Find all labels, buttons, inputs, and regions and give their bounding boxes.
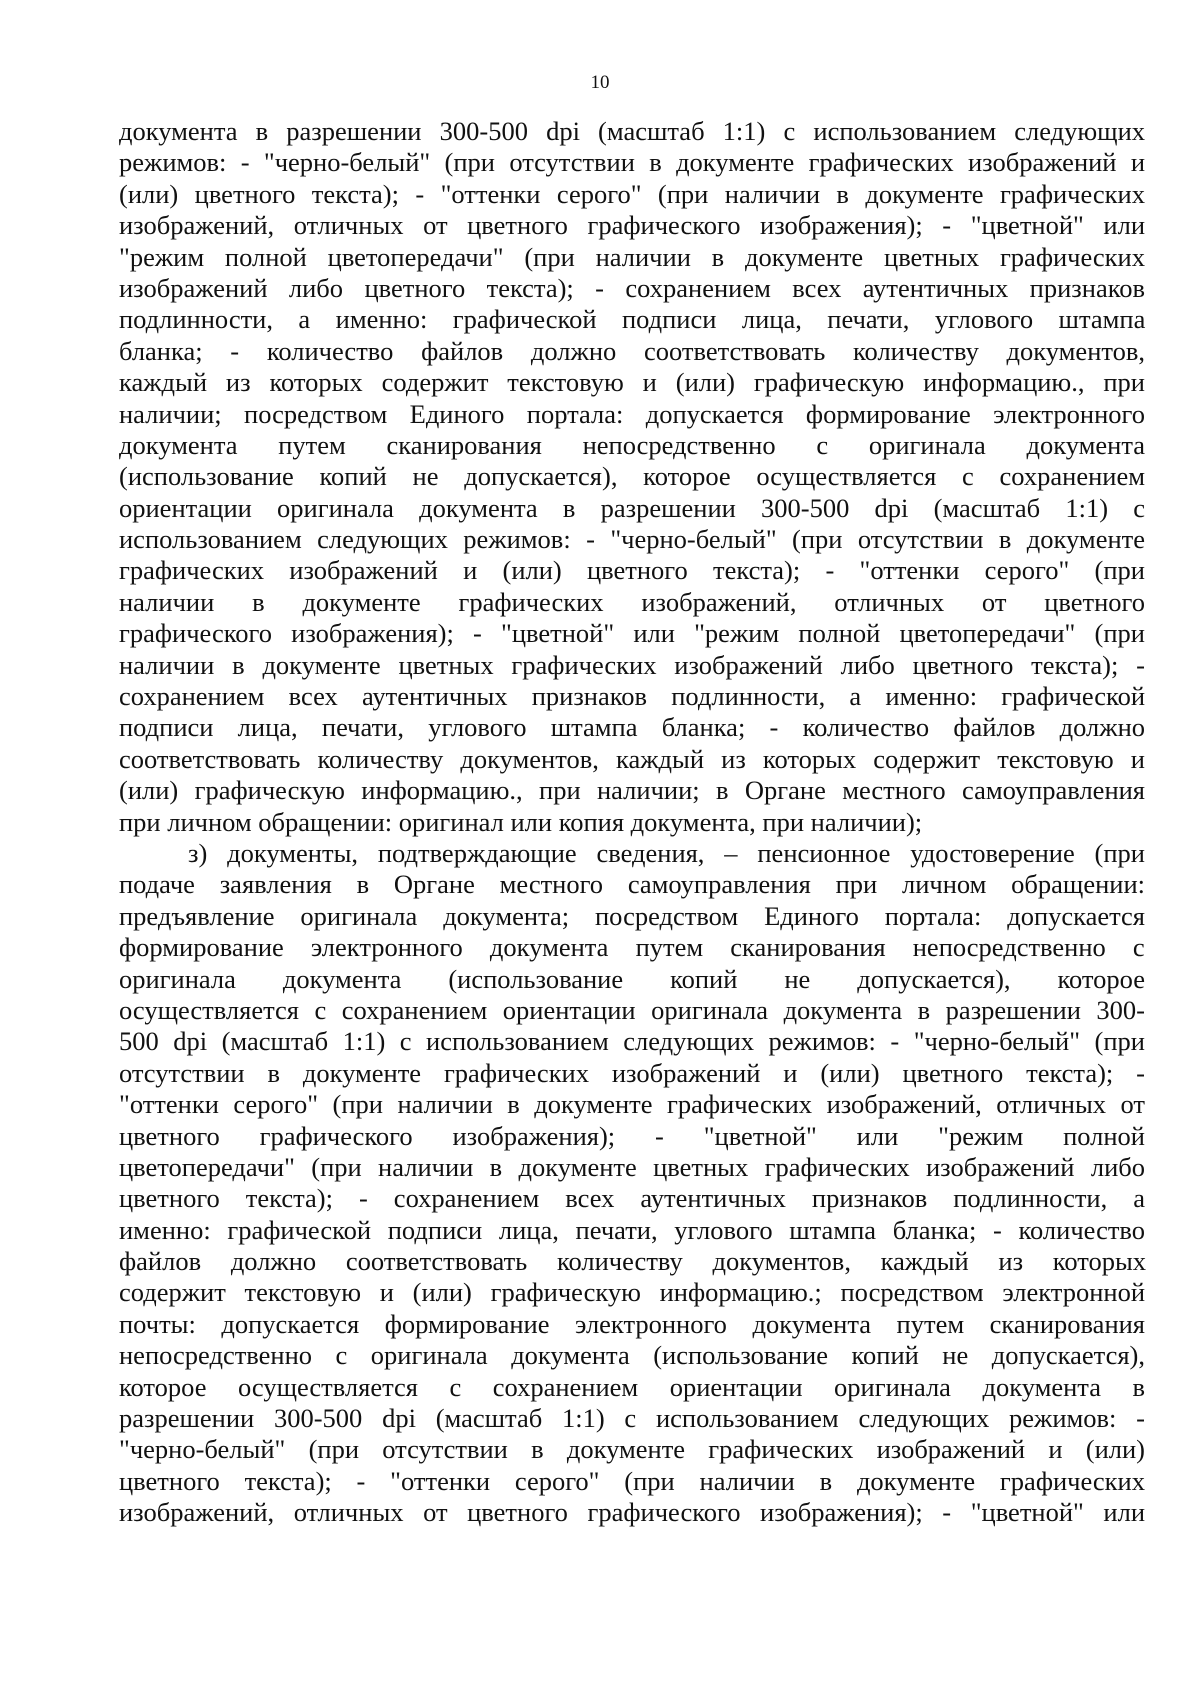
text-line: бланка; - количество файлов должно соответствовать количеству документов, [119,335,1145,366]
text-line: почты: допускается формирование электронного документа путем сканирования [119,1308,1145,1339]
text-line: именно: графической подписи лица, печати, углового штампа бланка; - количество [119,1214,1145,1245]
text-line: изображений, отличных от цветного графического изображения); - "цветной" или [119,210,1145,241]
text-line: цветопередачи" (при наличии в документе цветных графических изображений либо [119,1151,1145,1182]
text-line: предъявление оригинала документа; посредством Единого портала: допускается [119,900,1145,931]
text-line: подписи лица, печати, углового штампа бланка; - количество файлов должно [119,712,1145,743]
text-line: разрешении 300-500 dpi (масштаб 1:1) с использованием следующих режимов: - [119,1403,1145,1434]
text-line: наличии в документе графических изображений, отличных от цветного [119,586,1145,617]
document-body-text [119,116,1145,1529]
text-line: "черно-белый" (при отсутствии в документе графических изображений и (или) [119,1434,1145,1465]
text-line: цветного текста); - сохранением всех аутентичных признаков подлинности, а [119,1183,1145,1214]
text-line: осуществляется с сохранением ориентации оригинала документа в разрешении 300- [119,994,1145,1025]
text-line: (или) цветного текста); - "оттенки серого" (при наличии в документе графических [119,178,1145,209]
text-line: графического изображения); - "цветной" или "режим полной цветопередачи" (при [119,618,1145,649]
text-line: отсутствии в документе графических изображений и (или) цветного текста); - [119,1057,1145,1088]
text-line: соответствовать количеству документов, каждый из которых содержит текстовую и [119,743,1145,774]
text-line: (использование копий не допускается), которое осуществляется с сохранением [119,461,1145,492]
text-line: графических изображений и (или) цветного текста); - "оттенки серого" (при [119,555,1145,586]
text-line: сохранением всех аутентичных признаков подлинности, а именно: графической [119,681,1145,712]
page-number: 10 [590,72,610,93]
text-line: которое осуществляется с сохранением ориентации оригинала документа в [119,1371,1145,1402]
text-line: формирование электронного документа путем сканирования непосредственно с [119,932,1145,963]
text-line: наличии; посредством Единого портала: допускается формирование электронного [119,398,1145,429]
text-line: з) документы, подтверждающие сведения, – пенсионное удостоверение (при [188,837,1145,868]
text-line: файлов должно соответствовать количеству документов, каждый из которых [119,1246,1145,1277]
text-line: использованием следующих режимов: - "черно-белый" (при отсутствии в документе [119,524,1145,555]
text-line: наличии в документе цветных графических изображений либо цветного текста); - [119,649,1145,680]
text-line: при личном обращении: оригинал или копия документа, при наличии); [119,806,923,837]
text-line: цветного графического изображения); - "цветной" или "режим полной [119,1120,1145,1151]
text-line: подлинности, а именно: графической подписи лица, печати, углового штампа [119,304,1145,335]
text-line: режимов: - "черно-белый" (при отсутствии в документе графических изображений и [119,147,1145,178]
text-line: изображений либо цветного текста); - сохранением всех аутентичных признаков [119,272,1145,303]
text-line: каждый из которых содержит текстовую и (или) графическую информацию., при [119,367,1145,398]
text-line: цветного текста); - "оттенки серого" (при наличии в документе графических [119,1465,1145,1496]
text-line: 500 dpi (масштаб 1:1) с использованием следующих режимов: - "черно-белый" (при [119,1026,1145,1057]
text-line: (или) графическую информацию., при наличии; в Органе местного самоуправления [119,775,1145,806]
text-line: "режим полной цветопередачи" (при наличии в документе цветных графических [119,241,1145,272]
text-line: документа путем сканирования непосредственно с оригинала документа [119,429,1145,460]
text-line: "оттенки серого" (при наличии в документе графических изображений, отличных от [119,1089,1145,1120]
text-line: содержит текстовую и (или) графическую информацию.; посредством электронной [119,1277,1145,1308]
text-line: подаче заявления в Органе местного самоуправления при личном обращении: [119,869,1145,900]
text-line: непосредственно с оригинала документа (использование копий не допускается), [119,1340,1145,1371]
text-line: документа в разрешении 300-500 dpi (масштаб 1:1) с использованием следующих [119,116,1145,146]
text-line: оригинала документа (использование копий не допускается), которое [119,963,1145,994]
text-line: изображений, отличных от цветного графического изображения); - "цветной" или [119,1497,1145,1528]
text-line: ориентации оригинала документа в разрешении 300-500 dpi (масштаб 1:1) с [119,492,1145,523]
